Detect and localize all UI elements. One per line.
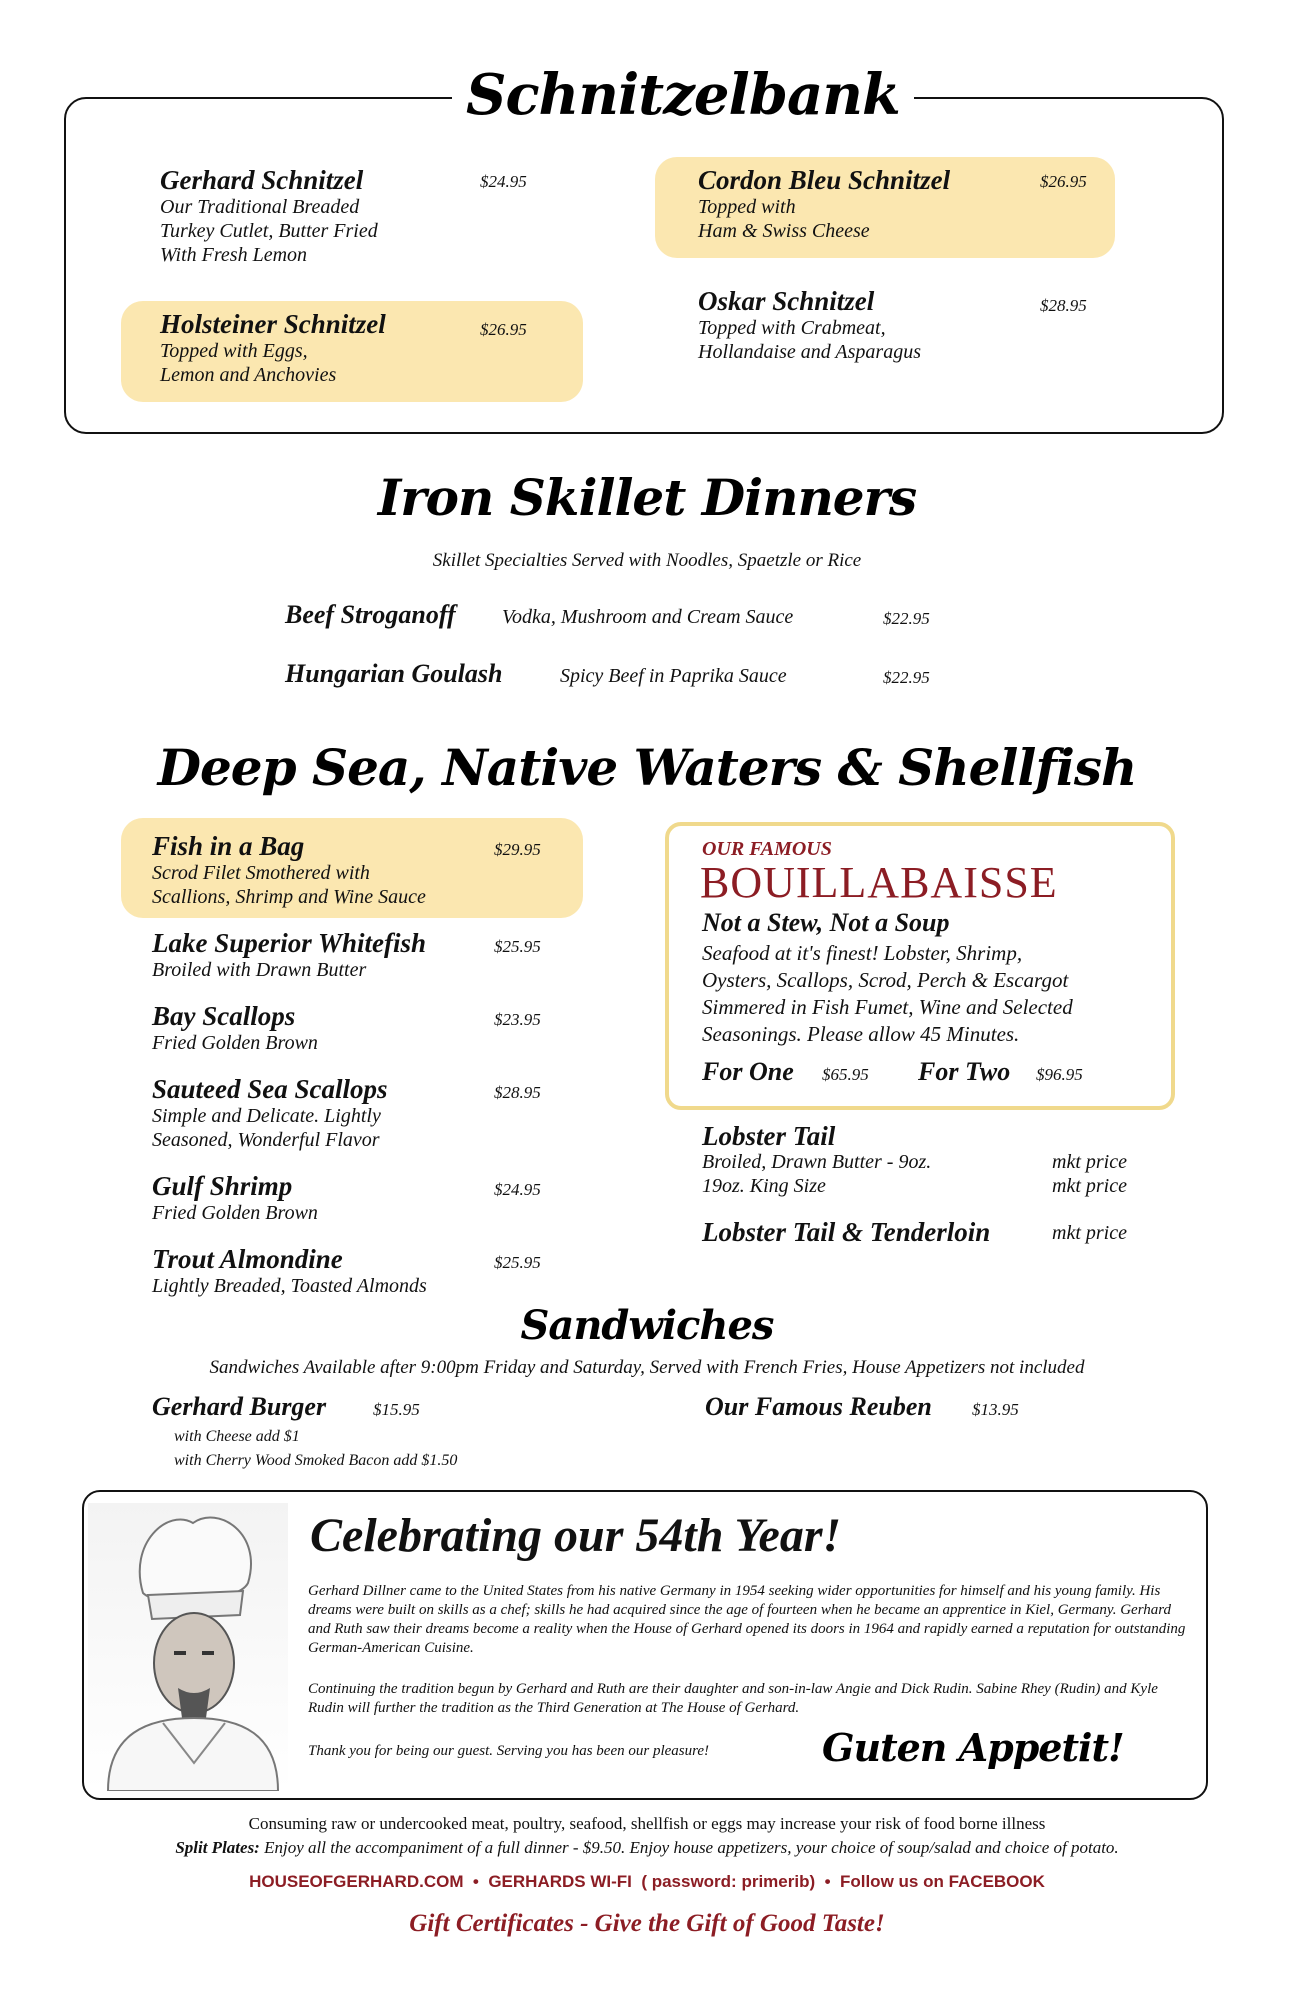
item-name: Lake Superior Whitefish — [152, 928, 427, 958]
item-price: $29.95 — [494, 840, 541, 859]
item-price: $25.95 — [494, 937, 541, 956]
item-desc: Seasoned, Wonderful Flavor — [152, 1129, 380, 1151]
for-one-price: $65.95 — [822, 1065, 869, 1084]
item-desc: Ham & Swiss Cheese — [698, 220, 870, 242]
item-desc: Lightly Breaded, Toasted Almonds — [152, 1275, 427, 1297]
item-desc: Fried Golden Brown — [152, 1202, 318, 1224]
celebrate-title: Celebrating our 54th Year! — [310, 1509, 842, 1562]
item-desc: Fried Golden Brown — [152, 1032, 318, 1054]
for-two-price: $96.95 — [1036, 1065, 1083, 1084]
item-price: $22.95 — [883, 609, 930, 628]
for-one-label: For One — [702, 1057, 794, 1086]
item-desc: Topped with — [698, 196, 796, 218]
sandwiches-subtitle: Sandwiches Available after 9:00pm Friday and Saturday, Served with French Fries, House Appetizers not included — [209, 1357, 1085, 1378]
item-desc: Simple and Delicate. Lightly — [152, 1105, 381, 1127]
item-price: $28.95 — [494, 1083, 541, 1102]
item-price: $22.95 — [883, 668, 930, 687]
item-price: $25.95 — [494, 1253, 541, 1272]
item-desc: Scallions, Shrimp and Wine Sauce — [152, 886, 426, 908]
item-name: Our Famous Reuben — [705, 1392, 932, 1421]
item-name: Beef Stroganoff — [285, 600, 456, 629]
split-plates-label: Split Plates: — [175, 1838, 260, 1857]
celebrate-paragraph-1: Gerhard Dillner came to the United States from his native Germany in 1954 seeking wider opportunities for himself and his young family. His dreams were built on skills as a chef; skills he had acquired since the age of fourteen when he became an apprentice in Kiel, Germany. Gerhard and Ruth saw their dreams become a reality when the House of Gerhard opened its doors in 1964 and rapidly earned a reputation for outstanding German-American Cuisine. — [308, 1583, 1186, 1656]
item-price: $24.95 — [494, 1180, 541, 1199]
item-name: Cordon Bleu Schnitzel — [698, 165, 951, 195]
menu-item — [698, 286, 1098, 364]
celebrate-paragraph-2: Continuing the tradition begun by Gerhard and Ruth are their daughter and son-in-law Angie and Dick Rudin. Sabine Rhey (Rudin) and Kyle Rudin will further the tradition as the Third Generation at The House of Gerhard. — [308, 1681, 1158, 1716]
item-addon: with Cheese add $1 — [174, 1428, 300, 1445]
item-desc: Spicy Beef in Paprika Sauce — [560, 665, 787, 687]
bouillabaisse-desc — [702, 940, 1142, 1048]
lobster-name: Lobster Tail — [702, 1121, 836, 1151]
seafood-title: Deep Sea, Native Waters & Shellfish — [157, 738, 1137, 797]
item-desc: Broiled with Drawn Butter — [152, 959, 367, 981]
sandwiches-title: Sandwiches — [520, 1302, 774, 1349]
bouillabaisse-tagline: Not a Stew, Not a Soup — [702, 908, 950, 937]
item-name: Hungarian Goulash — [285, 659, 503, 688]
lobster-combo-name: Lobster Tail & Tenderloin — [702, 1217, 991, 1247]
item-name: Oskar Schnitzel — [698, 286, 875, 316]
item-desc: Our Traditional Breaded — [160, 196, 360, 218]
item-desc: Topped with Crabmeat, — [698, 317, 886, 339]
lobster-line1-price: mkt price — [1052, 1151, 1127, 1173]
item-name: Gerhard Schnitzel — [160, 165, 364, 195]
item-name: Gulf Shrimp — [152, 1171, 293, 1201]
item-desc: Vodka, Mushroom and Cream Sauce — [502, 606, 794, 628]
item-price: $28.95 — [1040, 296, 1087, 315]
desc-line: Simmered in Fish Fumet, Wine and Selected — [702, 995, 1073, 1019]
item-name: Gerhard Burger — [152, 1392, 327, 1421]
desc-line: Seafood at it's finest! Lobster, Shrimp, — [702, 941, 1023, 965]
bouillabaisse-title: BOUILLABAISSE — [700, 858, 1058, 907]
item-desc: Topped with Eggs, — [160, 340, 308, 362]
item-name: Sauteed Sea Scallops — [152, 1074, 388, 1104]
item-desc: Turkey Cutlet, Butter Fried — [160, 220, 378, 242]
item-desc: Lemon and Anchovies — [160, 364, 337, 386]
bouillabaisse-kicker: OUR FAMOUS — [702, 838, 832, 860]
lobster-line2: 19oz. King Size — [702, 1175, 826, 1197]
chef-portrait — [88, 1503, 288, 1791]
celebrate-thanks: Thank you for being our guest. Serving you has been our pleasure! — [308, 1743, 710, 1759]
item-price: $26.95 — [1040, 172, 1087, 191]
footer-links[interactable]: HOUSEOFGERHARD.COM • GERHARDS WI-FI ( password: primerib) • Follow us on FACEBOOK — [249, 1872, 1045, 1891]
for-two-label: For Two — [918, 1057, 1011, 1086]
lobster-line2-price: mkt price — [1052, 1175, 1127, 1197]
item-name: Bay Scallops — [152, 1001, 296, 1031]
item-name: Holsteiner Schnitzel — [160, 309, 386, 339]
item-price: $13.95 — [972, 1400, 1019, 1419]
item-name: Fish in a Bag — [152, 831, 305, 861]
item-price: $26.95 — [480, 320, 527, 339]
item-price: $15.95 — [373, 1400, 420, 1419]
desc-line: Oysters, Scallops, Scrod, Perch & Escargot — [702, 968, 1069, 992]
lobster-line1: Broiled, Drawn Butter - 9oz. — [702, 1151, 932, 1173]
menu-item — [698, 165, 1098, 243]
gift-certificates: Gift Certificates - Give the Gift of Good Taste! — [409, 1910, 885, 1937]
guten-appetit-signature: Guten Appetit! — [822, 1725, 1124, 1770]
skillet-subtitle: Skillet Specialties Served with Noodles, Spaetzle or Rice — [432, 550, 862, 571]
split-plates — [0, 1838, 1294, 1858]
item-addon: with Cherry Wood Smoked Bacon add $1.50 — [174, 1452, 458, 1469]
item-desc: Scrod Filet Smothered with — [152, 862, 370, 884]
split-plates-text: Enjoy all the accompaniment of a full dinner - $9.50. Enjoy house appetizers, your choice of soup/salad and choice of potato. — [259, 1838, 1119, 1857]
item-desc: With Fresh Lemon — [160, 244, 308, 266]
item-desc: Hollandaise and Asparagus — [698, 341, 921, 363]
item-name: Trout Almondine — [152, 1244, 343, 1274]
desc-line: Seasonings. Please allow 45 Minutes. — [702, 1022, 1020, 1046]
schnitzel-title: Schnitzelbank — [452, 60, 914, 130]
item-price: $23.95 — [494, 1010, 541, 1029]
item-price: $24.95 — [480, 172, 527, 191]
food-warning: Consuming raw or undercooked meat, poultry, seafood, shellfish or eggs may increase your risk of food borne illness — [248, 1814, 1046, 1833]
skillet-title: Iron Skillet Dinners — [377, 468, 917, 527]
lobster-combo-price: mkt price — [1052, 1222, 1127, 1244]
